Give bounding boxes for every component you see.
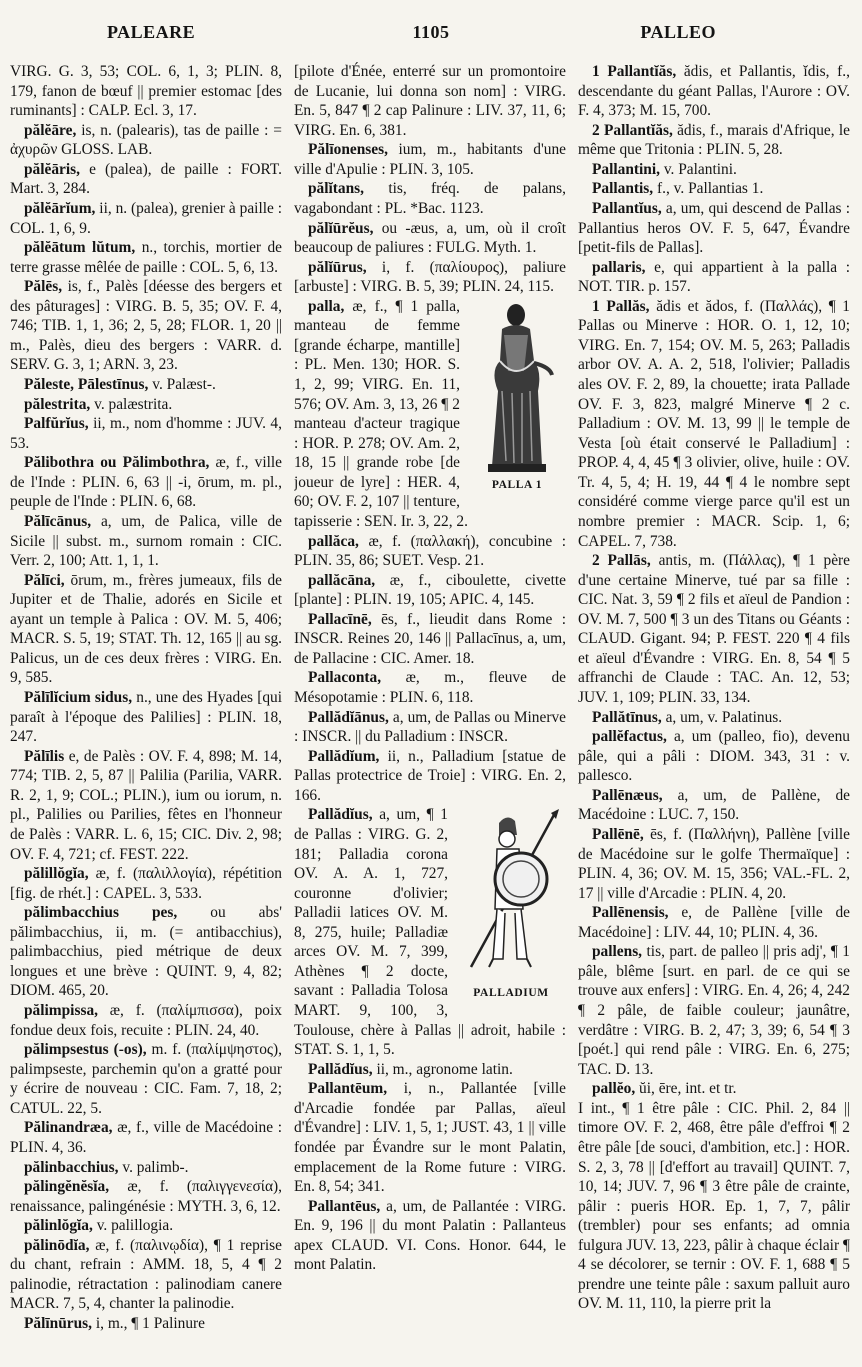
- entry-text: v. Palæst-.: [152, 376, 216, 393]
- entry-text: æ, f. (παλιλλογία), répétition [fig. de rhét.] : CAPEL. 3, 533.: [10, 865, 282, 902]
- dictionary-entry: [294, 747, 566, 806]
- entry-text: ēs, f., lieudit dans Rome : INSCR. Reines 20, 146 || Pallacīnus, a, um, de Pallacine : CIC. Amer. 18.: [294, 610, 566, 667]
- dictionary-entry: [294, 610, 566, 669]
- dictionary-entry: [10, 1158, 282, 1178]
- dictionary-entry: [294, 258, 566, 297]
- dictionary-entry: [578, 825, 850, 903]
- entry-text: is, n. (palearis), tas de paille : = ἀχυρῶν GLOSS. LAB.: [10, 121, 282, 159]
- entry-headword: Pallădĭus,: [308, 1060, 373, 1078]
- entry-text: ii, m., agronome latin.: [376, 1060, 513, 1078]
- entry-text: e, de Pallène [ville de Macédoine] : LIV. 44, 10; PLIN. 4, 36.: [578, 904, 850, 941]
- entry-headword: pălĭtans,: [308, 180, 365, 198]
- entry-headword: pălinōdĭa,: [24, 1236, 90, 1254]
- dictionary-entry: [10, 453, 282, 512]
- entry-text: f., v. Pallantias 1.: [657, 180, 764, 198]
- entry-headword: pallens,: [592, 943, 643, 961]
- dictionary-entry: [10, 1118, 282, 1157]
- dictionary-entry: [10, 512, 282, 571]
- dictionary-entry: [10, 688, 282, 747]
- entry-text: v. Palantini.: [663, 160, 737, 178]
- entry-headword: Palfŭrĭus,: [24, 415, 89, 433]
- palladium-caption: PALLADIUM: [473, 987, 549, 1000]
- entry-text: [pilote d'Énée, enterré sur un promontoire de Lucanie, lui donna son nom] : VIRG. En. 5, 847 ¶ 2 cap Palinure : LIV. 37, 11, 6; VIRG. En. 6, 381.: [294, 63, 566, 139]
- entry-headword: 1 Pallantĭăs,: [592, 63, 677, 80]
- entry-text: antis, m. (Πάλλας), ¶ 1 père d'une certaine Minerve, tué par sa fille : CIC. Nat. 3, 59 ¶ 2 fils et aïeul de Pandion : OV. M. 7, 500 ¶ 3 un des Titans ou Géants : CLAUD. Gigant. 94; P. FEST. 220 ¶ 4 fils et aïeul d'Évandre : VIRG. En. 8, 54 ¶ 5 affranchi de Claude : TAC. An. 12, 53; JUV. 1, 109; PLIN. 33, 134.: [578, 552, 850, 706]
- entry-headword: pallaris,: [592, 258, 646, 276]
- entry-text: ădis, f., marais d'Afrique, le même que Tritonia : PLIN. 5, 28.: [578, 121, 850, 159]
- entry-headword: Pallantēus,: [308, 1197, 381, 1215]
- entry-text: æ, m., fleuve de Mésopotamie : PLIN. 6, 118.: [294, 669, 566, 706]
- dictionary-entry: [10, 395, 282, 415]
- entry-text: æ, f. (παλιγγενεσία), renaissance, palingénésie : MYTH. 3, 6, 12.: [10, 1178, 282, 1215]
- dictionary-entry: [578, 942, 850, 1079]
- entry-headword: pălĭūrus,: [308, 258, 367, 276]
- dictionary-entry: [10, 747, 282, 864]
- entry-headword: Pallădĭānus,: [308, 708, 389, 726]
- entry-headword: pălĕāre,: [24, 121, 77, 139]
- entry-text: v. palillogia.: [96, 1217, 174, 1235]
- entry-headword: pălĭūrĕus,: [308, 219, 374, 237]
- entry-headword: Pălīlis: [24, 747, 65, 765]
- entry-headword: pallĕfactus,: [592, 728, 667, 746]
- dictionary-entry: [10, 414, 282, 453]
- entry-headword: pălinlŏgĭa,: [24, 1217, 93, 1235]
- dictionary-entry: [578, 160, 850, 180]
- dictionary-entry: [10, 571, 282, 688]
- entry-headword: Pălīcānus,: [24, 512, 92, 530]
- page-header: [10, 22, 852, 62]
- dictionary-entry: [10, 375, 282, 395]
- entry-text: a, um, de Palica, ville de Sicile || subst. m., surnom romain : CIC. Verr. 2, 100; Att. 1, 1, 1.: [10, 512, 282, 570]
- entry-headword: 2 Pallās,: [592, 552, 651, 570]
- dictionary-entry: [294, 1197, 566, 1275]
- entry-headword: Pallēnæus,: [592, 786, 663, 804]
- dictionary-entry: [10, 1177, 282, 1216]
- dictionary-entry: [10, 1001, 282, 1040]
- entry-text: ou -æus, a, um, où il croît beaucoup de paliures : FULG. Myth. 1.: [294, 219, 566, 257]
- entry-headword: pallăca,: [308, 532, 359, 550]
- entry-text: ii, n., Palladium [statue de Pallas protectrice de Troie] : VIRG. En. 2, 166.: [294, 747, 566, 804]
- right-guide-word: PALLEO: [640, 22, 716, 42]
- entry-text: n., torchis, mortier de terre grasse mêlée de paille : COL. 5, 6, 13.: [10, 239, 282, 276]
- column-middle: [294, 62, 566, 1352]
- entry-headword: palla,: [308, 297, 345, 315]
- dictionary-entry: [294, 179, 566, 218]
- entry-text: æ, f., ciboulette, civette [plante] : PLIN. 19, 105; APIC. 4, 145.: [294, 571, 566, 609]
- columns: [10, 62, 852, 1352]
- armed-athena-figure: [459, 809, 563, 984]
- dictionary-entry: [294, 140, 566, 179]
- entry-headword: Pallantĭus,: [592, 199, 662, 217]
- entry-headword: pălimbacchius pes,: [24, 904, 178, 922]
- entry-text: ŭi, ēre, int. et tr.: [639, 1080, 737, 1098]
- entry-headword: 1 Pallăs,: [592, 297, 650, 315]
- dictionary-entry: [578, 708, 850, 728]
- entry-headword: Pălibothra ou Pălimbothra,: [24, 454, 210, 472]
- dictionary-entry: [10, 160, 282, 199]
- dictionary-entry: [578, 786, 850, 825]
- entry-text: I int., ¶ 1 être pâle : CIC. Phil. 2, 84 || timore OV. F. 2, 468, être pâle d'effroi ¶ 2 être pâle [de souci, d'ambition, etc.] : HOR. S. 2, 3, 78 || [d'effort au travail] QUINT. 7, 10, 14; JUV. 7, 96 ¶ 3 être pâle de crainte, pâlir : pueris HOR. Ep. 1, 7, 7, pâlir (trembler) pour ses enfants; ad omnia fulgura JUV. 13, 223, pâlir à chaque éclair ¶ 4 se décolorer, se ternir : OV. F. 1, 688 ¶ 5 prendre une teinte pâle : saxum palluit auro OV. M. 11, 110, la pierre prit la: [578, 1099, 850, 1313]
- palladium-illustration: [456, 809, 566, 1001]
- entry-text: a, um, ¶ 1 de Pallas : VIRG. G. 2, 181; Palladia corona OV. A. A. 1, 727, couronne d'olivier; Palladii latices OV. M. 8, 275, huile; Palladiæ arces OV. M. 7, 399, Athènes ¶ 2 docte, savant : Palladia Tolosa MART. 9, 100, 3, Toulouse, chère à Pallas || adroit, habile : STAT. S. 1, 1, 5.: [294, 806, 566, 1059]
- dictionary-entry: [578, 727, 850, 786]
- entry-headword: pallĕo,: [592, 1080, 636, 1098]
- entry-headword: Pallantis,: [592, 180, 654, 198]
- entry-headword: Pallēnē,: [592, 825, 644, 843]
- dictionary-entry: [294, 571, 566, 610]
- entry-text: æ, f. (παλλακή), concubine : PLIN. 35, 86; SUET. Vesp. 21.: [294, 532, 566, 570]
- dictionary-entry: [578, 179, 850, 199]
- entry-text: ii, n. (palea), grenier à paille : COL. 1, 6, 9.: [10, 199, 282, 237]
- entry-text: m. f. (παλίμψηστος), palimpseste, parchemin qu'on a gratté pour y écrire de nouveau : CIC. Fam. 7, 18, 2; CATUL. 22, 5.: [10, 1041, 282, 1117]
- draped-woman-figure: [472, 301, 562, 476]
- dictionary-entry: [294, 1079, 566, 1196]
- dictionary-entry: [578, 1099, 850, 1314]
- dictionary-entry: [578, 297, 850, 551]
- palla-illustration: [468, 301, 566, 493]
- dictionary-entry: [578, 199, 850, 258]
- entry-text: v. palimb-.: [122, 1158, 189, 1176]
- entry-text: ou abs' pălimbacchius, ii, m. (= antibacchius), palimbacchius, pied métrique de deux longues et une brève : QUINT. 9, 4, 82; DIOM. 465, 20.: [10, 904, 282, 1000]
- entry-headword: Pallădĭus,: [308, 806, 373, 824]
- entry-text: æ, f., ¶ 1 palla, manteau de femme [grande écharpe, mantille] : PL. Men. 130; HOR. S. 1, 2, 99; VIRG. En. 11, 576; OV. Am. 3, 13, 26 ¶ 2 manteau d'acteur tragique : HOR. P. 278; OV. Am. 2, 18, 15 || grande robe [de joueur de lyre] : HER. 4, 60; OV. F. 2, 107 || tenture, tapisserie : SEN. Ir. 3, 22, 2.: [294, 297, 468, 530]
- entry-text: æ, f. (παλίμπισσα), poix fondue deux fois, recuite : PLIN. 24, 40.: [10, 1002, 282, 1039]
- entry-headword: pălillŏgĭa,: [24, 865, 89, 883]
- entry-text: i, f. (παλίουρος), paliure [arbuste] : VIRG. B. 5, 39; PLIN. 24, 115.: [294, 258, 566, 296]
- dictionary-entry: [10, 121, 282, 160]
- entry-text: ădis, et Pallantis, ĭdis, f., descendante du géant Pallas, l'Aurore : OV. F. 4, 373; M. 15, 700.: [578, 63, 850, 120]
- entry-text: v. palæstrita.: [94, 395, 173, 413]
- entry-headword: pălinbacchius,: [24, 1158, 119, 1176]
- entry-headword: Păleste, Pālestīnus,: [24, 376, 149, 393]
- dictionary-entry: [10, 1236, 282, 1314]
- dictionary-entry: [294, 532, 566, 571]
- entry-text: i, m., ¶ 1 Palinure: [95, 1315, 205, 1332]
- entry-text: a, um, qui descend de Pallas : Pallantius heros OV. F. 5, 647, Évandre [petit-fils de Pallas].: [578, 199, 850, 257]
- dictionary-entry: [578, 62, 850, 121]
- entry-headword: Pălīnūrus,: [24, 1315, 92, 1332]
- entry-text: tis, fréq. de palans, vagabondant : PL. *Bac. 1123.: [294, 180, 566, 217]
- entry-text: a, um, v. Palatinus.: [665, 708, 783, 726]
- entry-text: n., une des Hyades [qui paraît à l'époque des Palilies] : PLIN. 18, 247.: [10, 689, 282, 746]
- entry-headword: Pălinandræa,: [24, 1119, 113, 1137]
- dictionary-entry: [578, 258, 850, 297]
- entry-headword: pălimpissa,: [24, 1002, 98, 1019]
- entry-text: VIRG. G. 3, 53; COL. 6, 1, 3; PLIN. 8, 179, fanon de bœuf || premier estomac [des ruminants] : CALP. Ecl. 3, 17.: [10, 63, 282, 120]
- entry-headword: pălingĕnĕsĭa,: [24, 1178, 110, 1196]
- dictionary-entry: [10, 238, 282, 277]
- dictionary-entry: [294, 1060, 566, 1080]
- dictionary-entry: [10, 1216, 282, 1236]
- dictionary-entry: [578, 121, 850, 160]
- entry-text: ōrum, m., frères jumeaux, fils de Jupiter et de Thalie, adorés en Sicile et ayant un temple à Palica : OV. M. 5, 406; MACR. S. 5, 19; STAT. Th. 12, 165 || au sg. Palicus, un de ces deux frères : VIRG. En. 9, 585.: [10, 571, 282, 687]
- dictionary-entry: [578, 903, 850, 942]
- entry-text: e, de Palès : OV. F. 4, 898; M. 14, 774; TIB. 2, 5, 87 || Palilia (Parilia, VARR. R. 2, 1, 9; COL.; PLIN.), ium ou iorum, n. pl., Palilies ou Parilies, fêtes en l'honneur de Palès : VARR. L. 6, 15; CIC. Div. 2, 98; OV. F. 4, 721; cf. FEST. 222.: [10, 747, 282, 863]
- dictionary-entry: [294, 62, 566, 140]
- entry-headword: Pălēs,: [24, 278, 63, 296]
- entry-text: ēs, f. (Παλλήνη), Pallène [ville de Macédoine sur le golfe Thermaïque] : PLIN. 4, 36; OV. M. 15, 356; VAL.-FL. 2, 17 || ville d'Arcadie : PLIN. 4, 20.: [578, 825, 850, 902]
- entry-headword: Pălīlĭcium sidus,: [24, 689, 133, 706]
- dictionary-entry: [578, 551, 850, 708]
- dictionary-entry: [578, 1079, 850, 1099]
- entry-text: i, n., Pallantée [ville d'Arcadie fondée par Pallas, aïeul d'Évandre] : LIV. 1, 5, 1; JUST. 43, 1 || ville fondée par Évandre sur le mont Palatin, emplacement de la Rome future : VIRG. En. 8, 54; 341.: [294, 1080, 566, 1196]
- entry-headword: Pallacīnē,: [308, 610, 372, 628]
- entry-headword: pălĕārĭum,: [24, 199, 96, 217]
- entry-text: a, um, de Pallène, de Macédoine : LUC. 7, 150.: [578, 786, 850, 824]
- entry-text: a, um, de Pallantée : VIRG. En. 9, 196 || du mont Palatin : Pallanteus apex CLAUD. VI. Cons. Honor. 644, le mont Palatin.: [294, 1197, 566, 1274]
- dictionary-entry: [10, 277, 282, 375]
- dictionary-entry: [10, 199, 282, 238]
- entry-text: is, f., Palès [déesse des bergers et des pâturages] : VIRG. B. 5, 35; OV. F. 4, 746; TIB. 1, 1, 36; 2, 5, 28; FLOR. 1, 20 || m., Palès, dieu des bergers : VARR. d. SERV. G. 3, 1; ARN. 3, 23.: [10, 278, 282, 374]
- entry-headword: Pallēnensis,: [592, 904, 669, 922]
- entry-headword: 2 Pallantĭăs,: [592, 121, 673, 139]
- entry-headword: Pallantēum,: [308, 1080, 388, 1098]
- entry-headword: pălestrita,: [24, 395, 91, 413]
- entry-headword: Pallaconta,: [308, 669, 382, 687]
- entry-headword: Pallantini,: [592, 160, 660, 178]
- dictionary-entry: [10, 903, 282, 1001]
- entry-text: e, qui appartient à la palla : NOT. TIR. p. 157.: [578, 258, 850, 296]
- entry-text: ii, m., nom d'homme : JUV. 4, 53.: [10, 415, 282, 452]
- entry-headword: pălĕātum lŭtum,: [24, 239, 136, 257]
- entry-text: e (palea), de paille : FORT. Mart. 3, 284.: [10, 160, 282, 198]
- entry-headword: pallăcāna,: [308, 571, 376, 589]
- entry-text: tis, part. de palleo || pris adj', ¶ 1 pâle, blême [surt. en parl. de ce qui se trouve aux enfers] : VIRG. En. 4, 26; 4, 242 ¶ 2 pâle, de faible couleur; jaunâtre, verdâtre : VIRG. B. 2, 47; 3, 39; 6, 54 ¶ 3 [poét.] qui rend pâle : VIRG. En. 6, 275; TAC. D. 13.: [578, 943, 850, 1078]
- dictionary-entry: [294, 219, 566, 258]
- entry-text: ădis et ădos, f. (Παλλάς), ¶ 1 Pallas ou Minerve : HOR. O. 1, 12, 10; VIRG. En. 7, 154; OV. M. 5, 263; Palladis arbor OV. A. A. 2, 518, l'olivier; Palladis ales OV. F. 2, 89, la chouette; irata Pallade OV. F. 3, 823, malgré Minerve ¶ 2 c. Palladium : OV. M. 13, 99 || le temple de Vesta [où était conservé le Palladium] : PROP. 4, 4, 45 ¶ 3 olivier, olive, huile : OV. Tr. 4, 5, 4; H. 19, 44 ¶ 4 le nombre sept considéré comme vierge parce qu'il est un nombre premier : MACR. Scip. 1, 6; CAPEL. 7, 738.: [578, 297, 850, 550]
- entry-text: æ, f. (παλινῳδία), ¶ 1 reprise du chant, refrain : AMM. 18, 5, 4 ¶ 2 palinodie, rétractation : palinodiam canere MACR. 7, 5, 4, chanter la palinodie.: [10, 1236, 282, 1313]
- page-number: 1105: [412, 22, 450, 42]
- entry-text: æ, f., ville de Macédoine : PLIN. 4, 36.: [10, 1119, 282, 1156]
- entry-headword: Pălīci,: [24, 571, 65, 589]
- entry-text: ium, m., habitants d'une ville d'Apulie : PLIN. 3, 105.: [294, 141, 566, 178]
- dictionary-entry: [294, 708, 566, 747]
- left-guide-word: PALEARE: [107, 22, 196, 42]
- entry-headword: pălĕāris,: [24, 160, 81, 178]
- dictionary-entry: [10, 864, 282, 903]
- entry-headword: Pallătīnus,: [592, 708, 662, 726]
- palla-caption: PALLA 1: [491, 478, 543, 491]
- entry-text: a, um, de Pallas ou Minerve : INSCR. || du Palladium : INSCR.: [294, 708, 566, 746]
- entry-text: a, um (palleo, fio), devenu pâle, qui a pâli : DIOM. 343, 31 : v. pallesco.: [578, 728, 850, 785]
- entry-headword: Pălīonenses,: [308, 141, 388, 159]
- dictionary-entry: [10, 1314, 282, 1334]
- entry-headword: pălimpsestus (-os),: [24, 1041, 147, 1059]
- entry-text: æ, f., ville de l'Inde : PLIN. 6, 63 || -i, ōrum, m. pl., peuple de l'Inde : PLIN. 6, 68.: [10, 454, 282, 511]
- entry-headword: Pallădĭum,: [308, 747, 380, 765]
- dictionary-entry: [10, 62, 282, 121]
- column-right: [578, 62, 850, 1352]
- column-left: [10, 62, 282, 1352]
- dictionary-entry: [294, 668, 566, 707]
- dictionary-entry: [10, 1040, 282, 1118]
